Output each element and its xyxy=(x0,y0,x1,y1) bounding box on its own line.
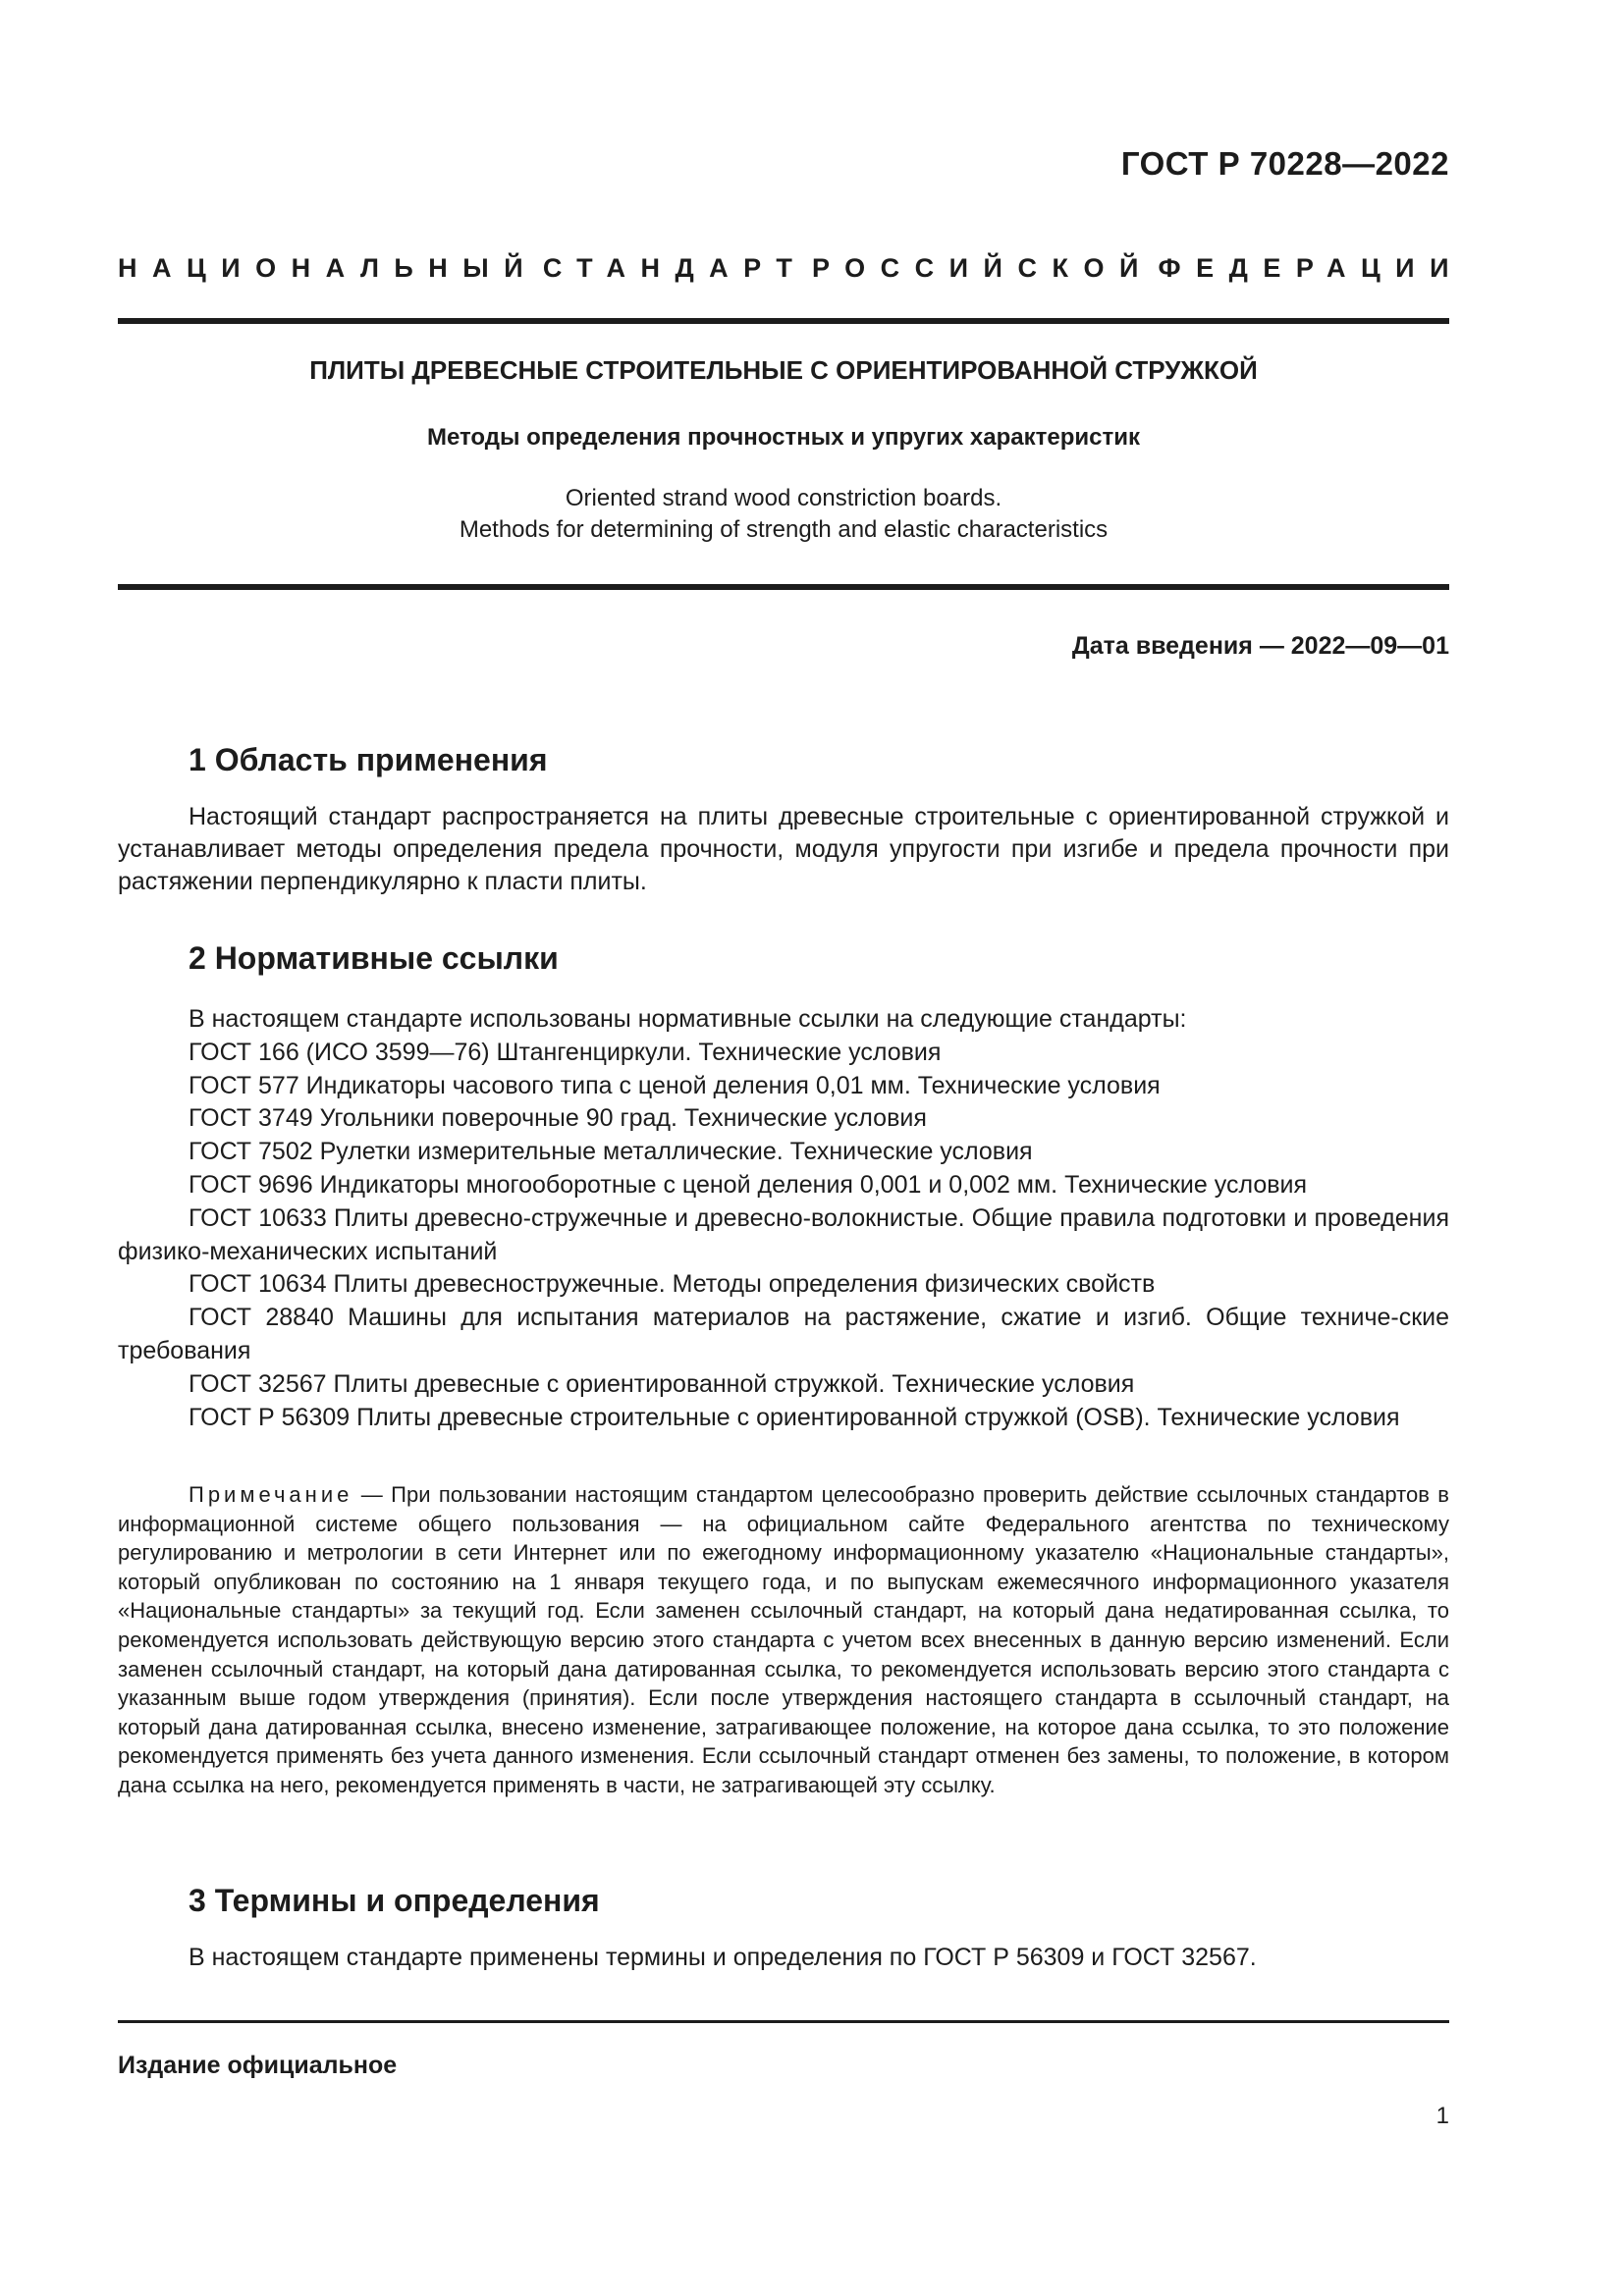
footer-rule xyxy=(118,2020,1449,2023)
section-heading-terms: 3 Термины и определения xyxy=(189,1883,600,1918)
reference-item: ГОСТ 577 Индикаторы часового типа с ценой деления 0,01 мм. Технические условия xyxy=(189,1071,1161,1099)
references-intro: В настоящем стандарте использованы нормативные ссылки на следующие стандарты: xyxy=(189,1005,1187,1033)
reference-item: ГОСТ 9696 Индикаторы многооборотные с ценой деления 0,001 и 0,002 мм. Технические условия xyxy=(189,1170,1308,1199)
reference-item: ГОСТ Р 56309 Плиты древесные строительные с ориентированной стружкой (OSB). Технические условия xyxy=(189,1403,1400,1431)
header-word: СТАНДАРТ xyxy=(542,253,808,283)
references-note xyxy=(118,1480,1449,1800)
title-rule xyxy=(118,584,1449,590)
terms-paragraph: В настоящем стандарте применены термины и определения по ГОСТ Р 56309 и ГОСТ 32567. xyxy=(189,1944,1257,1971)
page-number: 1 xyxy=(1435,2103,1449,2129)
section-heading-references: 2 Нормативные ссылки xyxy=(189,940,559,976)
reference-item: ГОСТ 7502 Рулетки измерительные металлические. Технические условия xyxy=(189,1138,1033,1166)
note-label: Примечание xyxy=(189,1482,353,1507)
reference-item: ГОСТ 3749 Угольники поверочные 90 град. Технические условия xyxy=(189,1104,927,1133)
header-word: НАЦИОНАЛЬНЫЙ xyxy=(118,253,539,283)
reference-item: ГОСТ 166 (ИСО 3599—76) Штангенциркули. Технические условия xyxy=(189,1038,942,1066)
note-text: — При пользовании настоящим стандартом целесообразно проверить действие ссылочных стандартов в информационной системе общего пользования — на официальном сайте Федерального агентства по техническому регулированию и метрологии в сети Интернет или по ежегодному информационному указателю «Национальные стандарты», который опубликован по состоянию на 1 января текущего года, и по выпускам ежемесячного информационного указателя «Национальные стандарты» за текущий год. Если заменен ссылочный стандарт, на который дана недатированная ссылка, то рекомендуется использовать действующую версию этого стандарта с учетом всех внесенных в данную версию изменений. Если заменен ссылочный стандарт, на который дана датированная ссылка, то рекомендуется использовать версию этого стандарта с указанным выше годом утверждения (принятия). Если после утверждения настоящего стандарта в ссылочный стандарт, на который дана датированная ссылка, внесено изменение, затрагивающее положение, на которое дана ссылка, то это положение рекомендуется применять без учета данного изменения. Если ссылочный стандарт отменен без замены, то положение, в котором дана ссылка на него, рекомендуется применять в части, не затрагивающей эту ссылку. xyxy=(118,1482,1449,1797)
reference-item: ГОСТ 28840 Машины для испытания материалов на растяжение, сжатие и изгиб. Общие техниче-ские требования xyxy=(118,1304,1449,1364)
header-word: РОССИЙСКОЙ xyxy=(812,253,1154,283)
introduction-date: Дата введения — 2022—09—01 xyxy=(1071,632,1449,660)
national-standard-header xyxy=(118,253,1464,284)
english-title-line: Oriented strand wood constriction boards. xyxy=(565,485,1002,511)
section-heading-scope: 1 Область применения xyxy=(189,742,548,777)
reference-item: ГОСТ 10634 Плиты древесностружечные. Методы определения физических свойств xyxy=(189,1270,1156,1299)
document-title: ПЛИТЫ ДРЕВЕСНЫЕ СТРОИТЕЛЬНЫЕ С ОРИЕНТИРОВАННОЙ СТРУЖКОЙ xyxy=(309,355,1258,385)
reference-item: ГОСТ 32567 Плиты древесные с ориентированной стружкой. Технические условия xyxy=(189,1369,1135,1398)
document-subtitle: Методы определения прочностных и упругих характеристик xyxy=(426,424,1141,451)
document-number: ГОСТ Р 70228—2022 xyxy=(1120,145,1449,182)
references-list xyxy=(118,1003,1449,1434)
official-edition-label: Издание официальное xyxy=(118,2052,398,2079)
header-rule xyxy=(118,318,1449,324)
english-title xyxy=(118,483,1449,546)
scope-paragraph: Настоящий стандарт распространяется на плиты древесные строительные с ориентированной стружкой и устанавливает методы определения предела прочности, модуля упругости при изгибе и предела прочности при растяжении перпендикулярно к пласти плиты. xyxy=(118,803,1449,895)
english-title-line: Methods for determining of strength and elastic characteristics xyxy=(459,516,1109,543)
reference-item: ГОСТ 10633 Плиты древесно-стружечные и древесно-волокнистые. Общие правила подготовки и проведения физико-механических испытаний xyxy=(118,1203,1449,1265)
header-word: ФЕДЕРАЦИИ xyxy=(1158,253,1464,283)
